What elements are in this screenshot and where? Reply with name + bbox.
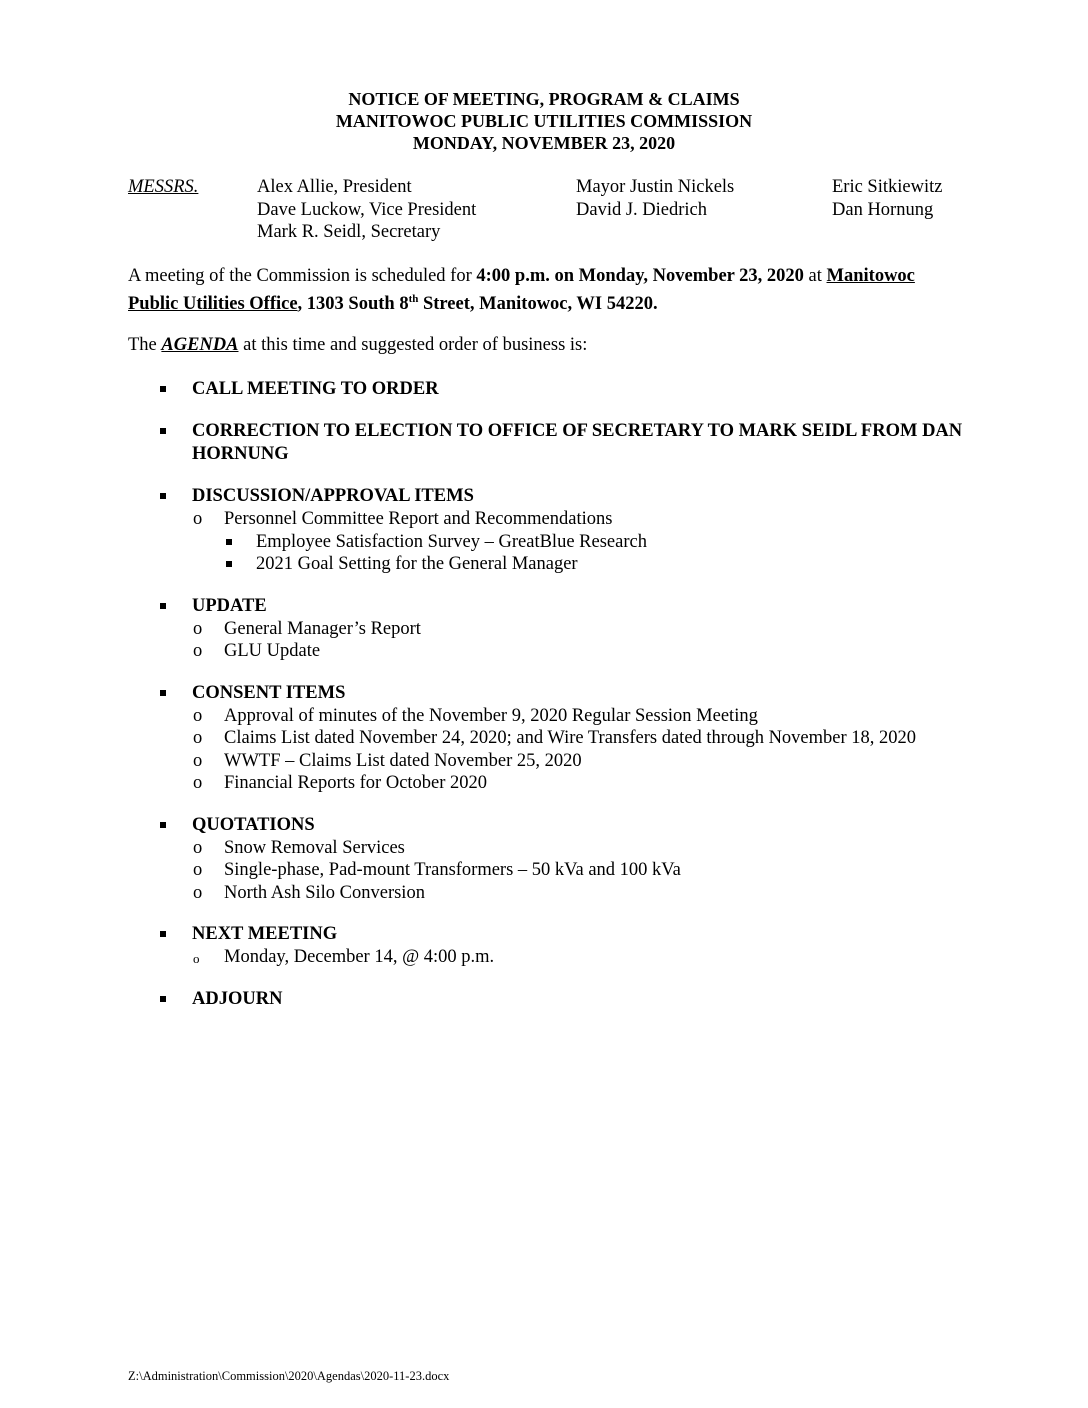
list-item: o Monday, December 14, @ 4:00 p.m.: [0, 946, 1088, 969]
meeting-time: 4:00 p.m. on Monday, November 23, 2020: [476, 266, 804, 286]
agenda-word: AGENDA: [161, 335, 239, 355]
circle-bullet-icon: o: [193, 951, 200, 966]
list-item: o Approval of minutes of the November 9, 2020 Regular Session Meeting: [193, 705, 758, 726]
member-name: Mark R. Seidl, Secretary: [257, 222, 441, 242]
section-title: CONSENT ITEMS: [192, 682, 346, 703]
section-title: ADJOURN: [192, 988, 283, 1009]
member-name: David J. Diedrich: [576, 199, 708, 220]
agenda-section-update: [0, 595, 1088, 663]
agenda-section-adjourn: [0, 988, 1088, 1011]
meeting-intro-paragraph: [128, 265, 968, 316]
section-title: UPDATE: [192, 595, 267, 616]
list-item: o Personnel Committee Report and Recommendations: [193, 509, 613, 529]
section-title: CALL MEETING TO ORDER: [192, 379, 439, 399]
circle-bullet-icon: o: [193, 641, 203, 661]
file-path-footer: Z:\Administration\Commission\2020\Agendas\2020-11-23.docx: [128, 1369, 450, 1383]
meeting-location: Manitowoc Public Utilities Office: [128, 266, 915, 315]
messrs-column-2: [576, 176, 734, 221]
circle-bullet-icon: o: [193, 773, 203, 793]
list-item: o Single-phase, Pad-mount Transformers – 50 kVa and 100 kVa: [193, 860, 681, 880]
section-title: DISCUSSION/APPROVAL ITEMS: [192, 486, 474, 506]
section-title: QUOTATIONS: [192, 814, 315, 835]
document-header: [0, 88, 1088, 154]
square-bullet-icon: [226, 561, 232, 567]
meeting-address: , 1303 South 8th Street, Manitowoc, WI 54220.: [297, 293, 658, 315]
agenda-list: [0, 378, 1088, 1030]
header-title: NOTICE OF MEETING, PROGRAM & CLAIMS: [348, 89, 740, 109]
section-title: NEXT MEETING: [192, 924, 338, 944]
header-date: MONDAY, NOVEMBER 23, 2020: [412, 133, 676, 153]
member-name: Eric Sitkiewitz: [832, 177, 943, 197]
agenda-section-discussion: [0, 485, 1088, 576]
agenda-section-next-meeting: [0, 923, 1088, 969]
list-item: o Financial Reports for October 2020: [193, 773, 488, 793]
list-item: o WWTF – Claims List dated November 25, 2020: [193, 750, 582, 771]
agenda-section-correction: [0, 420, 1088, 466]
member-name: Alex Allie, President: [257, 177, 412, 197]
agenda-section-call: [0, 378, 1088, 401]
messrs-label: MESSRS.: [128, 177, 199, 197]
circle-bullet-icon: o: [193, 860, 203, 880]
agenda-intro: The AGENDA at this time and suggested order of business is:: [128, 335, 588, 355]
circle-bullet-icon: o: [193, 750, 203, 771]
messrs-column-3: [832, 176, 942, 221]
list-item: Employee Satisfaction Survey – GreatBlue Research: [0, 531, 1088, 554]
circle-bullet-icon: o: [193, 509, 203, 529]
square-bullet-icon: [226, 539, 232, 545]
list-item: o Snow Removal Services: [193, 837, 405, 858]
list-item: o GLU Update: [193, 641, 321, 661]
agenda-section-quotations: [0, 814, 1088, 905]
circle-bullet-icon: o: [193, 837, 203, 858]
circle-bullet-icon: o: [193, 705, 203, 726]
circle-bullet-icon: o: [193, 882, 203, 903]
list-item: o Claims List dated November 24, 2020; and Wire Transfers dated through November 18, 2020: [193, 728, 917, 748]
member-name: Dave Luckow, Vice President: [257, 199, 477, 220]
messrs-column-1: [257, 176, 476, 244]
member-name: Mayor Justin Nickels: [576, 177, 735, 197]
list-item: 2021 Goal Setting for the General Manager: [0, 553, 1088, 576]
list-item: o General Manager’s Report: [193, 618, 421, 639]
header-organization: MANITOWOC PUBLIC UTILITIES COMMISSION: [335, 111, 753, 131]
intro-text: A meeting of the Commission is scheduled for: [128, 266, 477, 286]
agenda-section-consent: [0, 682, 1088, 795]
circle-bullet-icon: o: [193, 728, 203, 748]
list-item: o North Ash Silo Conversion: [193, 882, 425, 903]
section-title: CORRECTION TO ELECTION TO OFFICE OF SECRETARY TO MARK SEIDL FROM DAN HORNUNG: [192, 421, 963, 464]
circle-bullet-icon: o: [193, 618, 203, 639]
intro-text: at: [803, 266, 827, 286]
member-name: Dan Hornung: [832, 199, 934, 220]
